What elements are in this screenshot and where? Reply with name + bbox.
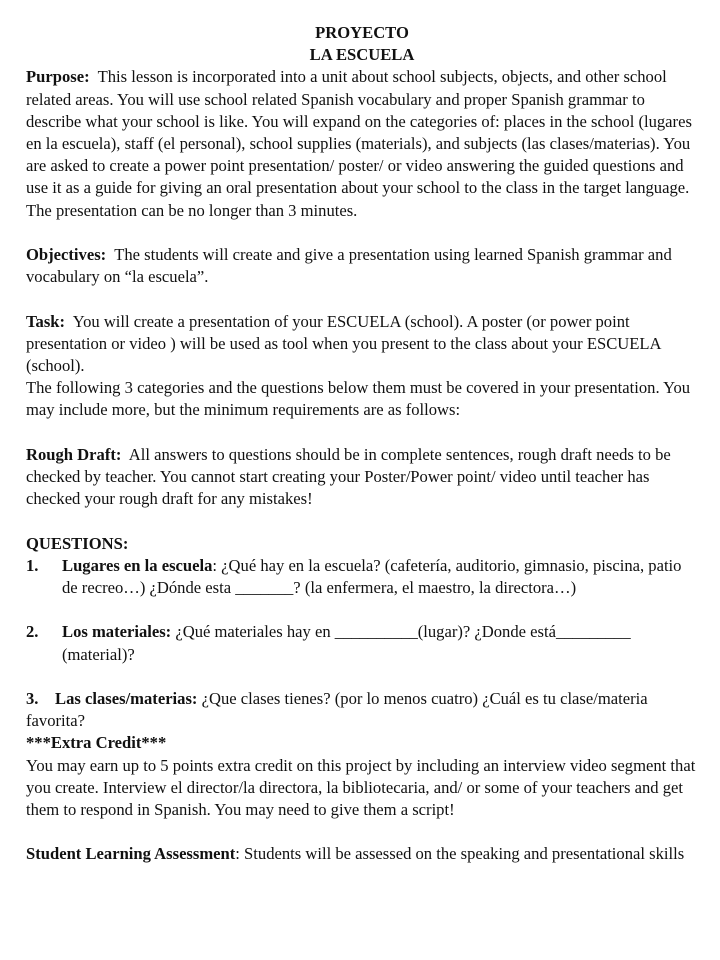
assessment-paragraph [26,843,698,865]
extra-credit-heading [26,732,698,754]
objectives-text: The students will create and give a presentation using learned Spanish grammar and vocabulary on “la escuela”. [26,245,672,287]
document-title-line2: LA ESCUELA [309,45,415,65]
task-followup-paragraph: The following 3 categories and the questions below them must be covered in your presentation. You may include more, but the minimum requirements are as follows: [26,378,691,420]
question-text: : ¿Qué hay en la escuela? (cafetería, auditorio, gimnasio, piscina, patio de recreo…) ¿Dónde esta _______? (la enfermera, el maestro, la directora…) [62,555,682,598]
question-body [62,555,698,599]
objectives-label: Objectives: [26,245,107,265]
question-item [26,621,698,665]
objectives-paragraph [26,244,698,288]
spacer [26,510,698,532]
spacer [26,666,698,688]
task-paragraph [26,311,698,378]
question-text: ¿Que clases tienes? (por lo menos cuatro) ¿Cuál es tu clase/materia favorita? [26,689,648,731]
extra-credit-heading-text: ***Extra Credit*** [26,733,167,753]
purpose-paragraph [26,66,698,221]
question-label: Los materiales: [62,622,172,642]
rough-draft-text: All answers to questions should be in complete sentences, rough draft needs to be checked by teacher. You cannot start creating your Poster/Power point/ video until teacher has checked your rough draft for any mistakes! [26,444,671,509]
rough-draft-paragraph [26,444,698,511]
purpose-text: This lesson is incorporated into a unit about school subjects, objects, and other school related areas. You will use school related Spanish vocabulary and proper Spanish grammar to describe what your school is like. You will expand on the categories of: places in the school (lugares en la escuela), staff (el personal), school supplies (materials), and subjects (las clases/materias). You are asked to create a power point presentation/ poster/ or video answering the guided questions and use it as a guide for giving an oral presentation about your school to the class in the target language. The presentation can be no longer than 3 minutes. [26,67,692,220]
question-item [26,688,698,732]
question-item [26,555,698,599]
spacer [26,422,698,444]
question-text: ¿Qué materiales hay en __________(lugar)? ¿Donde está_________ (material)? [62,622,631,664]
extra-credit-paragraph: You may earn up to 5 points extra credit on this project by including an interview video segment that you create. Interview el director/la directora, la bibliotecaria, and/ or some of your teachers and get them to respond in Spanish. You may need to give them a script! [26,755,696,820]
spacer [26,821,698,843]
task-text: You will create a presentation of your ESCUELA (school). A poster (or power point presentation or video ) will be used as tool when you present to the class about your ESCUELA (school). [26,311,661,376]
questions-heading-text: QUESTIONS: [26,533,129,553]
spacer [26,222,698,244]
question-number: 3. [26,689,39,708]
spacer [26,599,698,621]
assessment-text: : Students will be assessed on the speaking and presentational skills [235,844,685,864]
document-page [26,22,698,866]
question-label: Las clases/materias: [55,689,198,708]
spacer [26,288,698,310]
question-label: Lugares en la escuela [62,555,213,575]
rough-draft-label: Rough Draft: [26,444,122,464]
assessment-label: Student Learning Assessment [26,844,236,864]
task-label: Task: [26,311,66,331]
question-number: 1. [26,555,39,575]
question-number: 2. [26,622,39,642]
questions-heading [26,533,698,555]
purpose-label: Purpose: [26,67,90,87]
question-body [62,621,698,665]
document-title-line1: PROYECTO [315,23,409,42]
